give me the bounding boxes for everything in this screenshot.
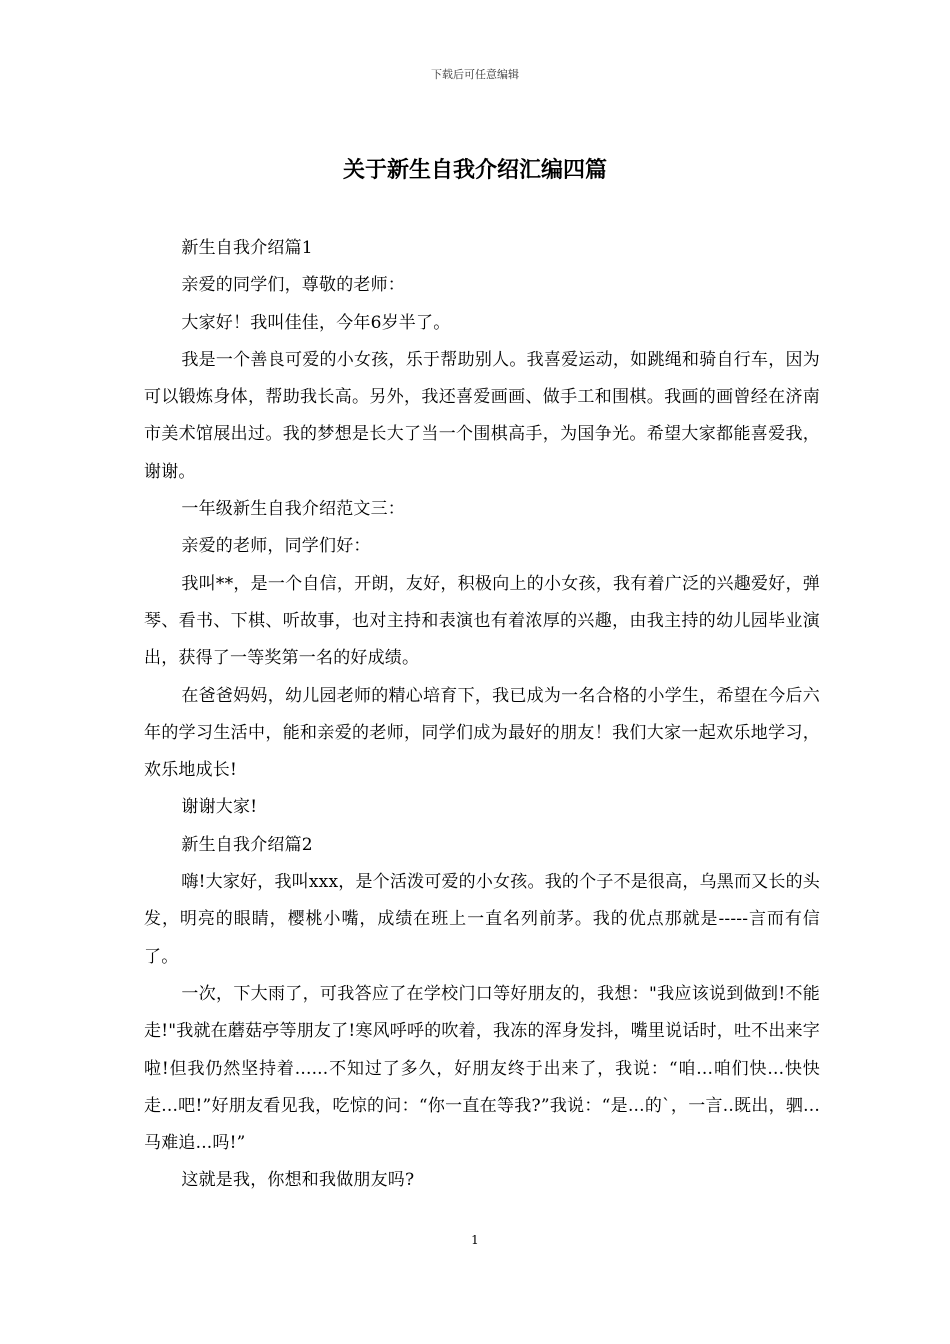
- paragraph: 这就是我，你想和我做朋友吗?: [181, 1170, 415, 1191]
- paragraph: 在爸爸妈妈，幼儿园老师的精心培育下，我已成为一名合格的小学生，希望在今后六年的学习生活中，能和亲爱的老师，同学们成为最好的朋友！我们大家一起欢乐地学习，欢乐地成长!: [144, 685, 820, 781]
- section-heading: 新生自我介绍篇2: [181, 834, 313, 855]
- paragraph: 我是一个善良可爱的小女孩，乐于帮助别人。我喜爱运动，如跳绳和骑自行车，因为可以锻炼身体，帮助我长高。另外，我还喜爱画画、做手工和围棋。我画的画曾经在济南市美术馆展出过。我的梦想是长大了当一个围棋高手，为国争光。希望大家都能喜爱我，谢谢。: [144, 349, 820, 482]
- paragraph: 亲爱的同学们，尊敬的老师：: [181, 275, 405, 296]
- paragraph: 嗨!大家好，我叫xxx，是个活泼可爱的小女孩。我的个子不是很高，乌黑而又长的头发，明亮的眼睛，樱桃小嘴，成绩在班上一直名列前茅。我的优点那就是-----言而有信了。: [144, 872, 820, 967]
- paragraph: 我叫**，是一个自信，开朗，友好，积极向上的小女孩，我有着广泛的兴趣爱好，弹琴、看书、下棋、听故事，也对主持和表演也有着浓厚的兴趣，由我主持的幼儿园毕业演出，获得了一等奖第一名的好成绩。: [144, 573, 820, 669]
- section-heading: 新生自我介绍篇1: [181, 238, 313, 258]
- paragraph: 一次，下大雨了，可我答应了在学校门口等好朋友的，我想："我应该说到做到!不能走!"我就在蘑菇亭等朋友了!寒风呼呼的吹着，我冻的浑身发抖，嘴里说话时，吐不出来字啦!但我仍然坚持着......不知过了多久，好朋友终于出来了，我说：“咱...咱们快...快快走...吧!”好朋友看见我，吃惊的问：“你一直在等我?”我说：“是...的`，一言..既出，驷...马难追...吗!”: [144, 983, 820, 1154]
- paragraph: 亲爱的老师，同学们好：: [181, 536, 371, 557]
- paragraph: 大家好！我叫佳佳，今年6岁半了。: [181, 312, 451, 333]
- section-heading: 一年级新生自我介绍范文三：: [181, 499, 405, 520]
- header-note: 下载后可任意编辑: [431, 68, 519, 81]
- page-number: 1: [471, 1233, 479, 1247]
- document-body: [144, 230, 820, 1200]
- paragraph: 谢谢大家!: [181, 797, 258, 818]
- document-title: 关于新生自我介绍汇编四篇: [342, 157, 607, 183]
